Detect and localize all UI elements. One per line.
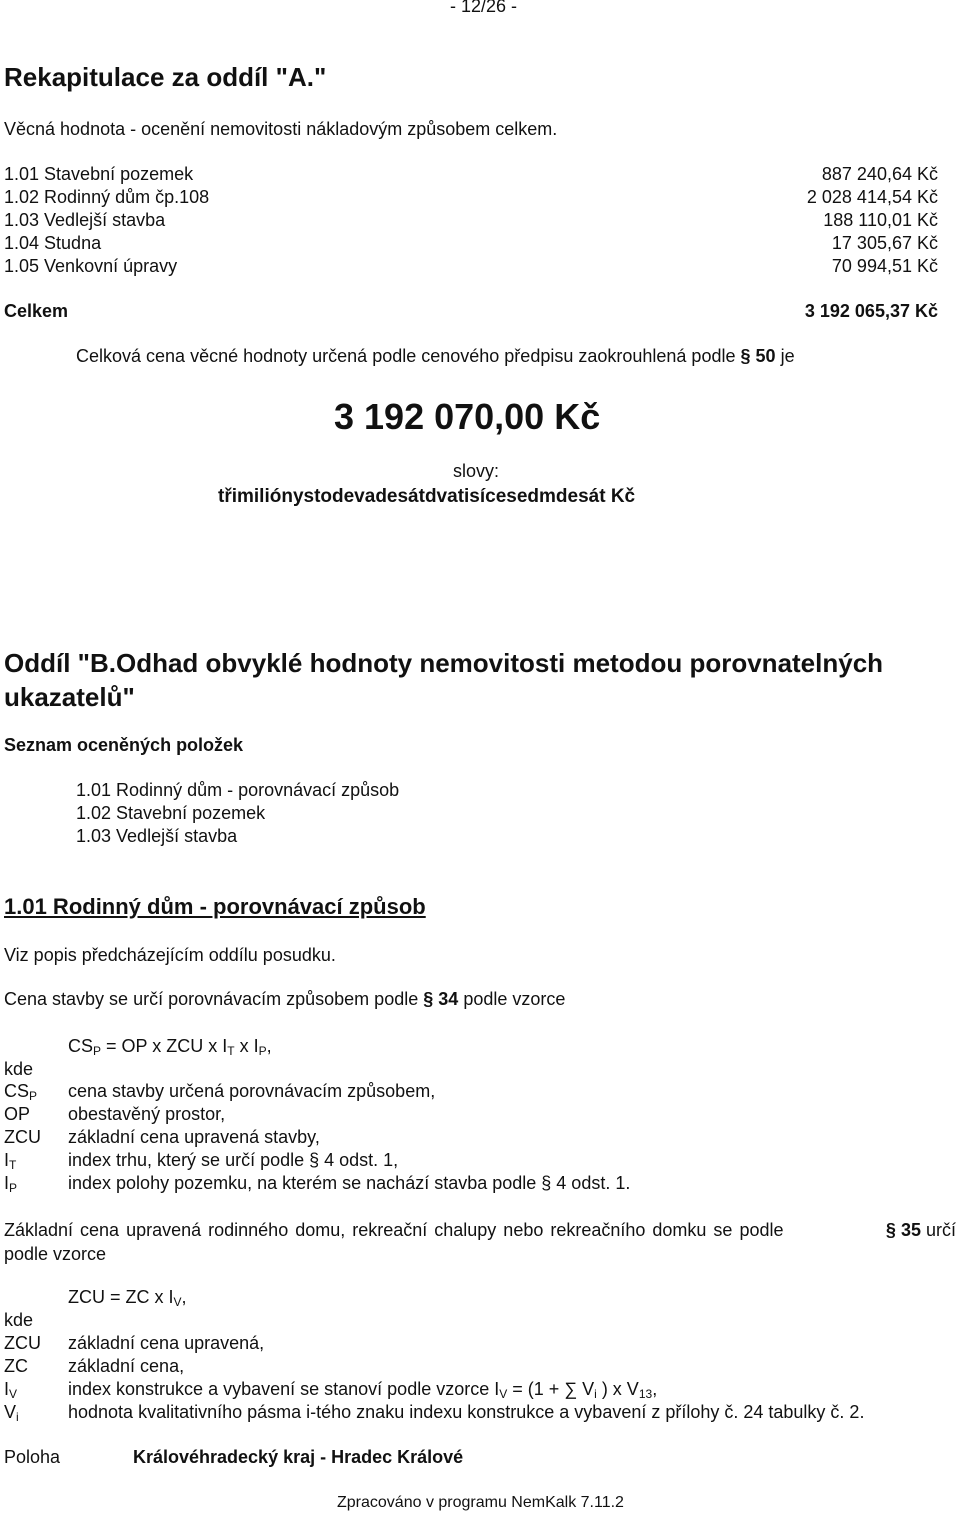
def-sub: i — [594, 1387, 597, 1401]
formula-sub: T — [227, 1044, 235, 1058]
formula-intro — [4, 989, 565, 1010]
recap-item-value: 2 028 414,54 Kč — [806, 187, 938, 207]
formula-intro-text: Cena stavby se určí porovnávacím způsobem podle — [4, 989, 419, 1009]
def-sym: ZC — [4, 1356, 28, 1376]
note: Viz popis předcházejícím oddílu posudku. — [4, 945, 336, 965]
formula-zcu — [68, 1287, 187, 1308]
section-b-title-line2: ukazatelů" — [4, 682, 135, 712]
def-sym: I — [4, 1379, 10, 1399]
formula-cs — [68, 1036, 272, 1057]
recap-item-label: 1.01 Stavební pozemek — [4, 164, 194, 184]
rounded-value: 3 192 070,00 Kč — [334, 396, 601, 437]
rounding-sentence — [76, 346, 795, 367]
def-sub: V — [9, 1387, 18, 1401]
formula-part: , — [181, 1287, 187, 1307]
def-text-part: index konstrukce a vybavení se stanoví podle vzorce I — [68, 1379, 500, 1399]
def-text: index trhu, který se určí podle § 4 odst. 1, — [68, 1150, 399, 1170]
formula-intro-number: 34 — [438, 989, 459, 1009]
paragraph-sign: § — [885, 1220, 896, 1240]
def-sym: ZCU — [4, 1127, 41, 1147]
def-symbol — [4, 1379, 17, 1400]
def-text: index polohy pozemku, na kterém se nachází stavba podle § 4 odst. 1. — [68, 1173, 631, 1193]
recap-item-value: 17 305,67 Kč — [831, 233, 938, 253]
def-sub: i — [16, 1410, 19, 1424]
formula2-intro-text: Základní cena upravená rodinného domu, rekreační chalupy nebo rekreačního domku se podle — [4, 1220, 784, 1240]
kde-label: kde — [4, 1310, 34, 1330]
def-text: základní cena upravená stavby, — [68, 1127, 320, 1147]
def-symbol — [4, 1173, 17, 1194]
def-sym: ZCU — [4, 1333, 41, 1353]
paragraph-sign: § — [423, 989, 434, 1009]
def-symbol — [4, 1104, 30, 1125]
poloha-value: Královéhradecký kraj - Hradec Králové — [133, 1447, 464, 1467]
def-sym: I — [4, 1173, 10, 1193]
formula2-intro-number: 35 — [900, 1220, 921, 1240]
def-text: cena stavby určená porovnávacím způsobem, — [68, 1081, 436, 1101]
paragraph-sign: § — [740, 346, 751, 366]
def-sub: P — [9, 1181, 18, 1195]
list-item: 1.01 Rodinný dům - porovnávací způsob — [76, 780, 400, 800]
formula-part: ZCU = ZC x I — [68, 1287, 174, 1307]
def-text — [68, 1379, 657, 1400]
def-text: obestavěný prostor, — [68, 1104, 226, 1124]
formula-part: CS — [68, 1036, 94, 1056]
def-sym: CS — [4, 1081, 30, 1101]
formula2-intro — [4, 1218, 956, 1266]
formula-sub: P — [258, 1044, 267, 1058]
recap-item-value: 70 994,51 Kč — [831, 256, 938, 276]
recap-item-label: 1.05 Venkovní úpravy — [4, 256, 178, 276]
def-sub: T — [9, 1158, 17, 1172]
kde-label: kde — [4, 1059, 34, 1079]
def-symbol — [4, 1356, 28, 1377]
def-sym: I — [4, 1150, 10, 1170]
rounding-number: 50 — [755, 346, 776, 366]
formula-sub: P — [93, 1044, 102, 1058]
def-sub: V — [499, 1387, 508, 1401]
def-text: základní cena, — [68, 1356, 185, 1376]
def-text: hodnota kvalitativního pásma i-tého znaku indexu konstrukce a vybavení z přílohy č. 24 tabulky č. 2. — [68, 1402, 865, 1422]
formula-part: , — [266, 1036, 272, 1056]
recap-item-value: 188 110,01 Kč — [823, 210, 938, 230]
list-item: 1.03 Vedlejší stavba — [76, 826, 238, 846]
def-symbol — [4, 1127, 41, 1148]
subsection-title: 1.01 Rodinný dům - porovnávací způsob — [4, 894, 426, 919]
def-text: základní cena upravená, — [68, 1333, 265, 1353]
formula-part: = OP x ZCU x I — [101, 1036, 228, 1056]
words-value: třimiliónystodevadesátdvatisícesedmdesát Kč — [218, 486, 636, 507]
section-a-subtitle: Věcná hodnota - ocenění nemovitosti nákladovým způsobem celkem. — [4, 119, 558, 139]
def-text-part: = (1 + ∑ V — [507, 1379, 595, 1399]
def-symbol — [4, 1402, 19, 1423]
words-label: slovy: — [453, 461, 500, 481]
def-sub: 13 — [638, 1387, 653, 1401]
def-sym: OP — [4, 1104, 31, 1124]
def-sub: P — [29, 1089, 38, 1103]
formula-sub: V — [173, 1295, 182, 1309]
page-number: - 12/26 - — [450, 0, 518, 16]
formula-intro-text-end: podle vzorce — [463, 989, 566, 1009]
section-a-title: Rekapitulace za oddíl "A." — [4, 62, 327, 92]
def-text-part: ) x V — [596, 1379, 639, 1399]
rounding-text: Celková cena věcné hodnoty určená podle cenového předpisu zaokrouhlená podle — [76, 346, 736, 366]
recap-total-value: 3 192 065,37 Kč — [804, 301, 938, 321]
footer: Zpracováno v programu NemKalk 7.11.2 — [337, 1494, 624, 1511]
rounding-text-end: je — [780, 346, 795, 366]
list-item: 1.02 Stavební pozemek — [76, 803, 266, 823]
poloha-label: Poloha — [4, 1447, 61, 1467]
formula2-intro-text-end: určí — [925, 1220, 956, 1240]
formula2-intro-ref — [886, 1218, 956, 1242]
def-symbol — [4, 1333, 41, 1354]
recap-item-label: 1.02 Rodinný dům čp.108 — [4, 187, 210, 207]
def-text-part: , — [652, 1379, 658, 1399]
def-symbol — [4, 1150, 16, 1171]
list-heading: Seznam oceněných položek — [4, 735, 244, 755]
def-sym: V — [4, 1402, 17, 1422]
recap-item-label: 1.03 Vedlejší stavba — [4, 210, 166, 230]
formula2-intro-line1 — [4, 1218, 956, 1242]
recap-total-label: Celkem — [4, 301, 69, 321]
recap-item-label: 1.04 Studna — [4, 233, 102, 253]
formula-part: x I — [234, 1036, 259, 1056]
formula2-intro-line2: podle vzorce — [4, 1244, 107, 1264]
recap-item-value: 887 240,64 Kč — [821, 164, 938, 184]
section-b-title-line1: Oddíl "B.Odhad obvyklé hodnoty nemovitosti metodou porovnatelných — [4, 648, 884, 678]
def-symbol — [4, 1081, 37, 1102]
